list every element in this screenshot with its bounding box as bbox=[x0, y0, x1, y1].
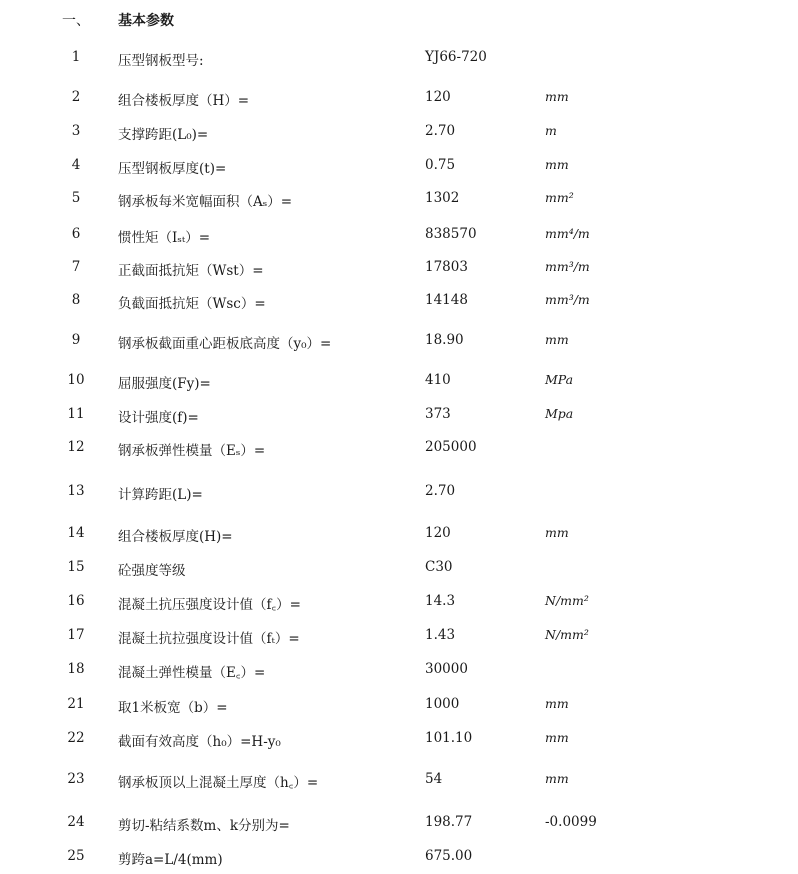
row-unit: m bbox=[545, 123, 557, 138]
param-row bbox=[0, 439, 798, 459]
row-value: 120 bbox=[425, 525, 451, 541]
row-label: 混凝土抗拉强度设计值（fₜ）= bbox=[118, 631, 300, 647]
section-heading bbox=[0, 10, 798, 30]
param-row bbox=[0, 226, 798, 246]
section-title: 基本参数 bbox=[118, 13, 174, 29]
row-value: 120 bbox=[425, 89, 451, 105]
row-unit: mm² bbox=[545, 190, 574, 205]
row-number: 2 bbox=[71, 89, 81, 105]
row-number: 17 bbox=[67, 627, 85, 643]
row-unit: mm bbox=[545, 730, 569, 745]
param-row bbox=[0, 372, 798, 392]
row-value: 101.10 bbox=[425, 730, 473, 746]
row-label: 惯性矩（Iₛₜ）= bbox=[118, 230, 211, 246]
row-number: 10 bbox=[67, 372, 85, 388]
row-value: 410 bbox=[425, 372, 451, 388]
param-row bbox=[0, 627, 798, 647]
row-unit: mm bbox=[545, 696, 569, 711]
row-number: 22 bbox=[67, 730, 85, 746]
row-label: 负截面抵抗矩（Wsc）= bbox=[118, 296, 266, 312]
row-unit: N/mm² bbox=[545, 593, 589, 608]
row-value: 675.00 bbox=[425, 848, 473, 864]
row-value: 0.75 bbox=[425, 157, 456, 173]
row-unit: mm bbox=[545, 525, 569, 540]
param-row bbox=[0, 259, 798, 279]
row-number: 16 bbox=[67, 593, 85, 609]
param-row bbox=[0, 89, 798, 109]
row-label: 支撑跨距(L₀)= bbox=[118, 127, 209, 143]
row-number: 4 bbox=[71, 157, 81, 173]
row-label: 混凝土抗压强度设计值（f꜀）= bbox=[118, 597, 301, 613]
row-number: 9 bbox=[71, 332, 81, 348]
row-value: 1.43 bbox=[425, 627, 456, 643]
param-row bbox=[0, 157, 798, 177]
param-row bbox=[0, 292, 798, 312]
row-label: 钢承板弹性模量（Eₛ）= bbox=[118, 443, 266, 459]
row-label: 计算跨距(L)= bbox=[118, 487, 203, 503]
section-number: 一、 bbox=[62, 13, 90, 29]
row-label: 钢承板截面重心距板底高度（y₀）= bbox=[118, 336, 332, 352]
row-unit: Mpa bbox=[545, 406, 574, 421]
row-label: 设计强度(f)= bbox=[118, 410, 199, 426]
row-unit: mm³/m bbox=[545, 292, 590, 307]
row-number: 21 bbox=[67, 696, 85, 712]
row-value: 14148 bbox=[425, 292, 468, 308]
param-row bbox=[0, 661, 798, 681]
param-row bbox=[0, 593, 798, 613]
row-value: 838570 bbox=[425, 226, 477, 242]
row-number: 12 bbox=[67, 439, 85, 455]
row-label: 组合楼板厚度（H）= bbox=[118, 93, 250, 109]
row-label: 剪切-粘结系数m、k分别为= bbox=[118, 818, 290, 834]
row-label: 压型钢板厚度(t)= bbox=[118, 161, 227, 177]
param-row bbox=[0, 190, 798, 210]
row-label: 钢承板顶以上混凝土厚度（h꜀）= bbox=[118, 775, 319, 791]
row-label: 剪跨a=L/4(mm) bbox=[118, 852, 223, 868]
row-number: 23 bbox=[67, 771, 85, 787]
row-number: 18 bbox=[67, 661, 85, 677]
row-value: 30000 bbox=[425, 661, 468, 677]
row-value: 2.70 bbox=[425, 483, 456, 499]
row-label: 钢承板每米宽幅面积（Aₛ）= bbox=[118, 194, 293, 210]
row-value: 17803 bbox=[425, 259, 468, 275]
row-number: 7 bbox=[71, 259, 81, 275]
row-number: 11 bbox=[67, 406, 85, 422]
row-label: 屈服强度(Fy)= bbox=[118, 376, 211, 392]
row-label: 混凝土弹性模量（E꜀）= bbox=[118, 665, 266, 681]
row-number: 5 bbox=[71, 190, 81, 206]
row-unit: mm³/m bbox=[545, 259, 590, 274]
row-number: 14 bbox=[67, 525, 85, 541]
row-label: 砼强度等级 bbox=[118, 563, 186, 579]
row-label: 压型钢板型号: bbox=[118, 53, 204, 69]
row-label: 组合楼板厚度(H)= bbox=[118, 529, 233, 545]
row-number: 24 bbox=[67, 814, 85, 830]
row-value: YJ66-720 bbox=[425, 49, 487, 65]
row-number: 25 bbox=[67, 848, 85, 864]
param-row bbox=[0, 814, 798, 834]
row-value: 18.90 bbox=[425, 332, 464, 348]
row-unit: mm bbox=[545, 89, 569, 104]
row-unit: -0.0099 bbox=[545, 814, 597, 830]
row-number: 3 bbox=[71, 123, 81, 139]
param-row bbox=[0, 730, 798, 750]
param-row bbox=[0, 771, 798, 791]
param-row bbox=[0, 406, 798, 426]
row-value: 1302 bbox=[425, 190, 460, 206]
param-row bbox=[0, 483, 798, 503]
row-value: 1000 bbox=[425, 696, 460, 712]
row-unit: mm bbox=[545, 771, 569, 786]
row-value: 205000 bbox=[425, 439, 477, 455]
row-value: C30 bbox=[425, 559, 453, 575]
param-row bbox=[0, 332, 798, 352]
row-number: 1 bbox=[71, 49, 81, 65]
row-unit: N/mm² bbox=[545, 627, 589, 642]
row-number: 13 bbox=[67, 483, 85, 499]
row-number: 8 bbox=[71, 292, 81, 308]
row-number: 6 bbox=[71, 226, 81, 242]
row-unit: mm⁴/m bbox=[545, 226, 590, 241]
row-value: 14.3 bbox=[425, 593, 456, 609]
row-value: 198.77 bbox=[425, 814, 473, 830]
row-number: 15 bbox=[67, 559, 85, 575]
row-value: 54 bbox=[425, 771, 443, 787]
row-unit: mm bbox=[545, 157, 569, 172]
row-label: 取1米板宽（b）= bbox=[118, 700, 228, 716]
row-unit: mm bbox=[545, 332, 569, 347]
param-row bbox=[0, 848, 798, 868]
param-row bbox=[0, 696, 798, 716]
row-unit: MPa bbox=[545, 372, 574, 387]
row-value: 373 bbox=[425, 406, 451, 422]
param-row bbox=[0, 525, 798, 545]
param-row bbox=[0, 123, 798, 143]
row-value: 2.70 bbox=[425, 123, 456, 139]
row-label: 截面有效高度（h₀）=H-y₀ bbox=[118, 734, 281, 750]
row-label: 正截面抵抗矩（Wst）= bbox=[118, 263, 264, 279]
param-row bbox=[0, 49, 798, 69]
param-row bbox=[0, 559, 798, 579]
